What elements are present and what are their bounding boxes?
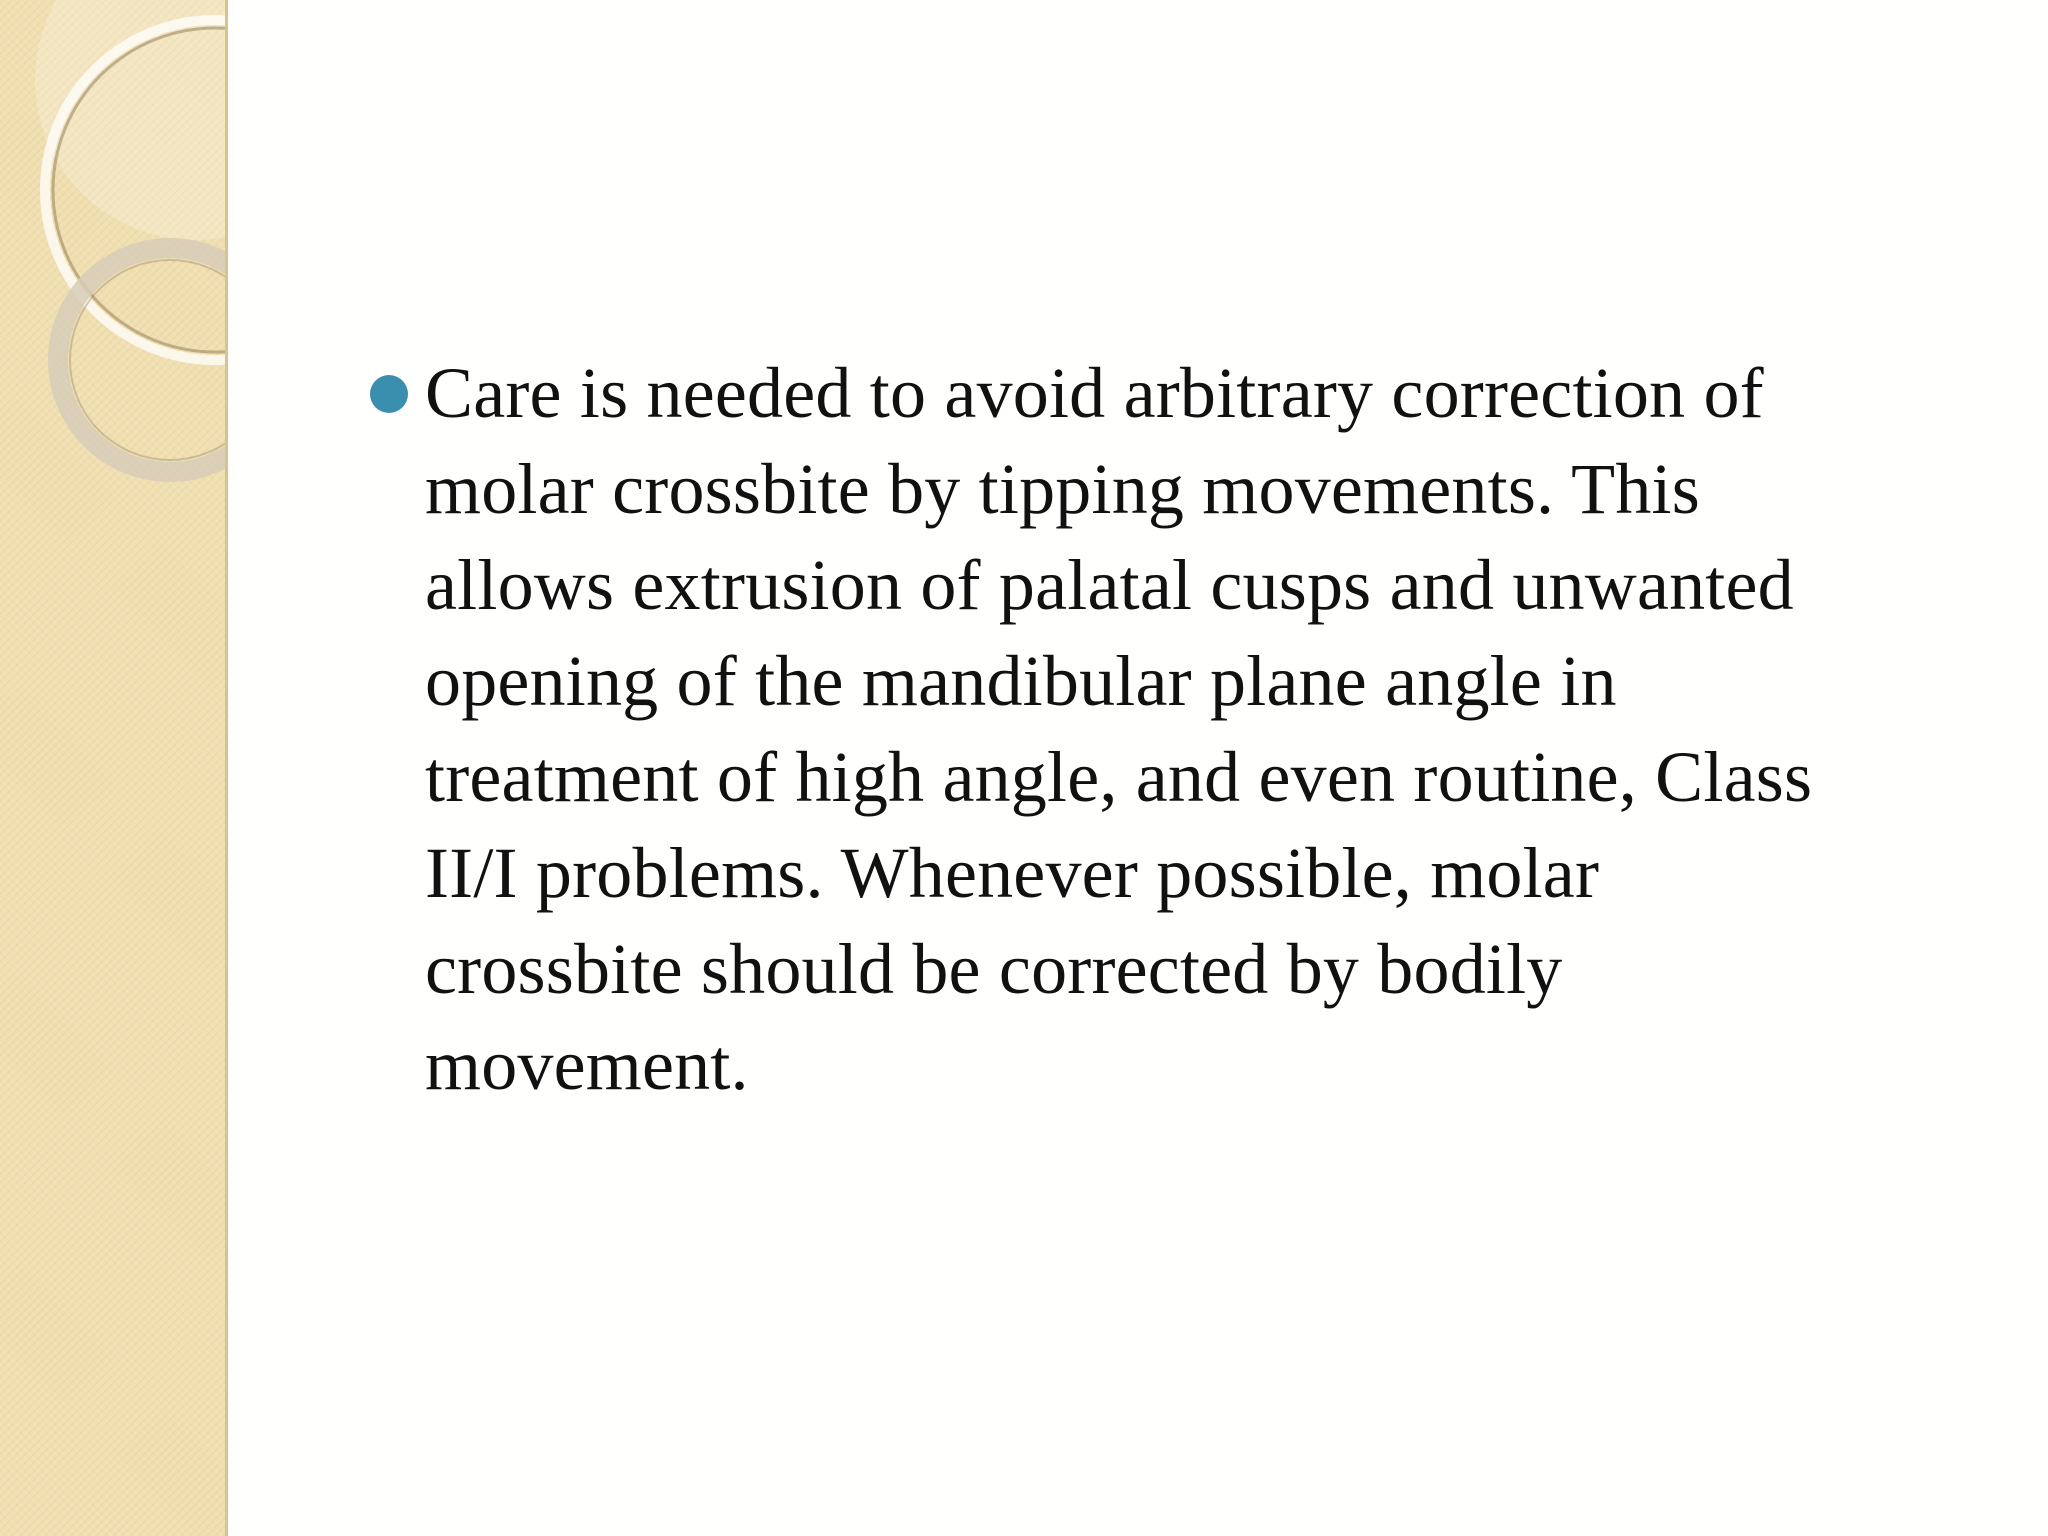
- decorative-sidebar: [0, 0, 228, 1536]
- decorative-circles: [0, 0, 228, 520]
- bullet-dot-icon: [370, 375, 408, 413]
- bullet-text: Care is needed to avoid arbitrary correction of molar crossbite by tipping movements. This allows extrusion of palatal cusps and unwanted opening of the mandibular plane angle in treatment of high angle, and even routine, Class II/I problems. Whenever possible, molar crossbite should be corrected by bodily movement.: [425, 353, 1813, 1105]
- bullet-item: [360, 345, 1920, 1113]
- slide-body: [360, 345, 1920, 1113]
